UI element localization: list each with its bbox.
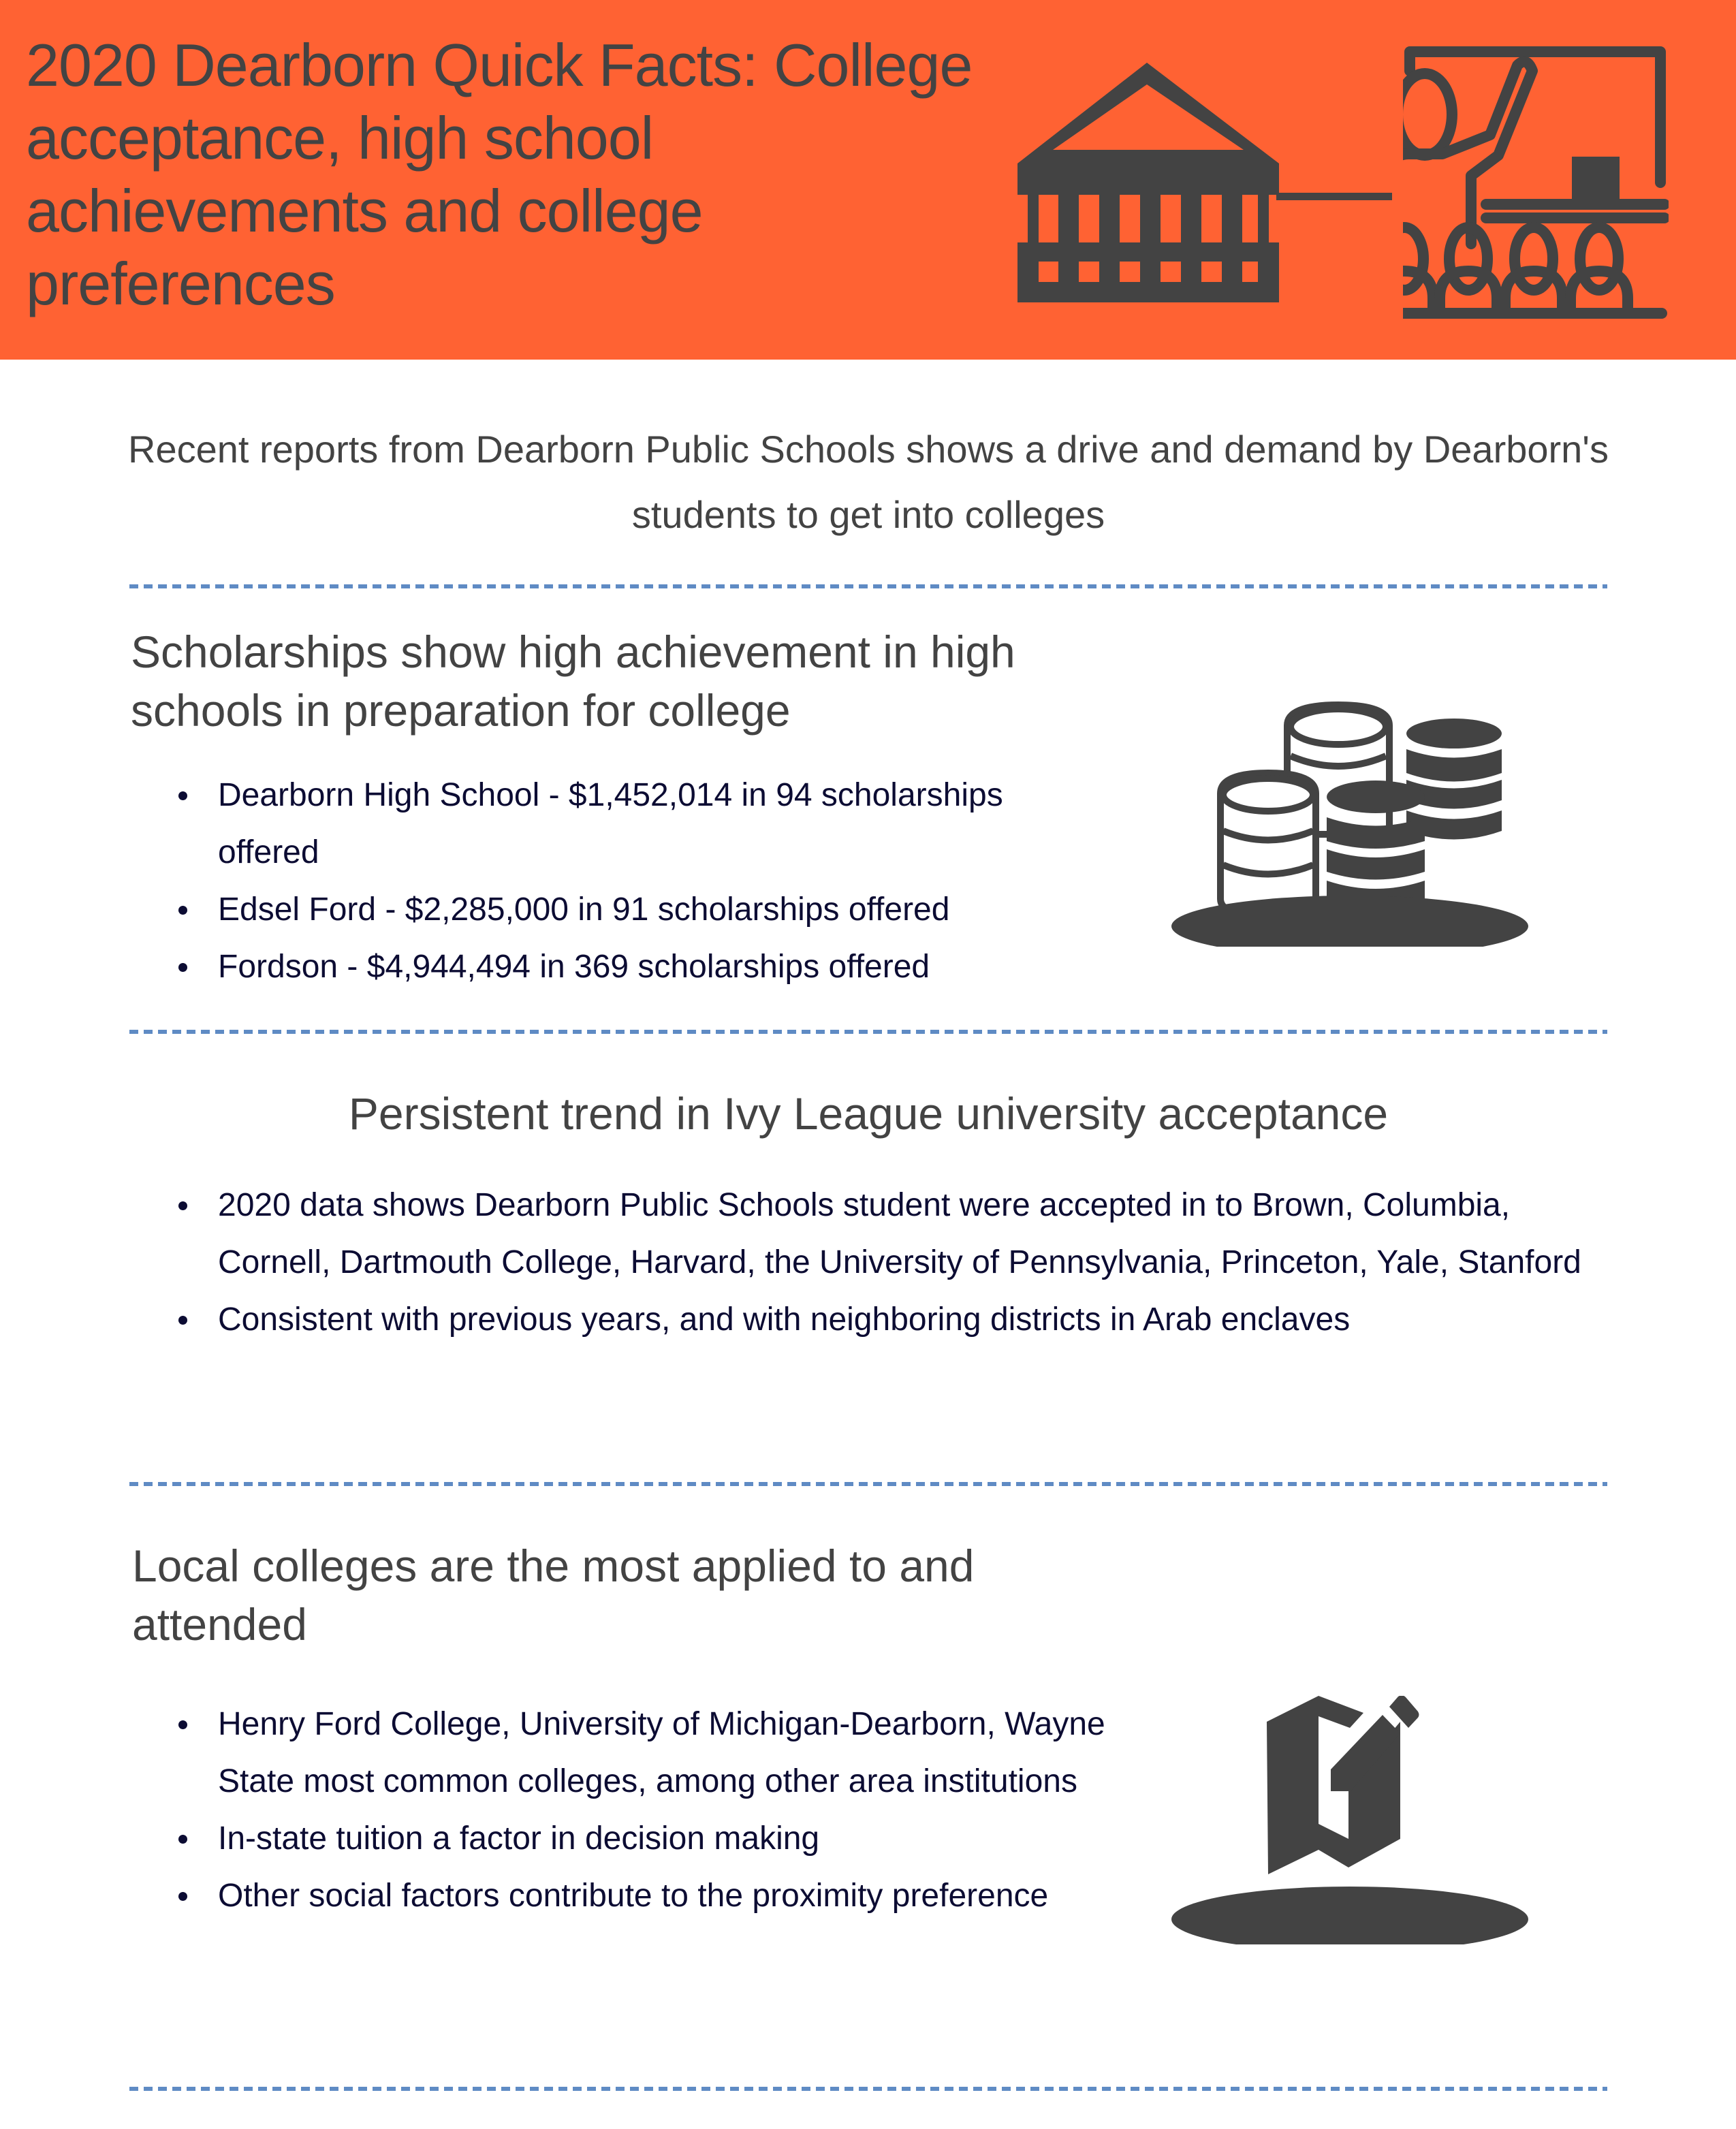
section-divider	[129, 1030, 1607, 1034]
intro-text: Recent reports from Dearborn Public Schools shows a drive and demand by Dearborn's students to get into colleges	[128, 428, 1609, 536]
section-title-local-colleges: Local colleges are the most applied to and attended	[132, 1541, 975, 1650]
map-pencil-icon	[1171, 1696, 1539, 1944]
connector-line	[1276, 193, 1392, 200]
university-building-icon	[1017, 63, 1279, 302]
bullet-icon	[178, 791, 187, 800]
section-divider	[129, 584, 1607, 588]
teacher-classroom-icon	[1403, 46, 1669, 319]
bullet-icon	[178, 906, 187, 915]
bullet-icon	[178, 1316, 187, 1325]
coin-stacks-icon	[1171, 698, 1539, 947]
ivy-league-list	[131, 1177, 1615, 1349]
bullet-icon	[178, 1892, 187, 1901]
list-item: 2020 data shows Dearborn Public Schools student were accepted in to Brown, Columbia, Cornell, Dartmouth College, Harvard, the University of Pennsylvania, Princeton, Yale, Stanford	[131, 1177, 1615, 1291]
list-item: Fordson - $4,944,494 in 369 scholarships offered	[131, 939, 1111, 996]
section-title-ivy-league: Persistent trend in Ivy League university acceptance	[348, 1088, 1389, 1139]
bullet-icon	[178, 1720, 187, 1729]
bullet-icon	[178, 963, 187, 972]
page-title: 2020 Dearborn Quick Facts: College acceptance, high school achievements and college preferences	[26, 31, 973, 317]
section-divider	[129, 2087, 1607, 2091]
scholarships-list	[131, 767, 1111, 996]
list-item: In-state tuition a factor in decision making	[131, 1810, 1111, 1867]
list-item: Edsel Ford - $2,285,000 in 91 scholarships offered	[131, 881, 1111, 939]
bullet-icon	[178, 1835, 187, 1844]
local-colleges-list	[131, 1696, 1111, 1925]
list-item: Henry Ford College, University of Michigan-Dearborn, Wayne State most common colleges, among other area institutions	[131, 1696, 1111, 1810]
list-item: Consistent with previous years, and with neighboring districts in Arab enclaves	[131, 1291, 1615, 1349]
list-item: Dearborn High School - $1,452,014 in 94 scholarships offered	[131, 767, 1111, 881]
section-title-scholarships: Scholarships show high achievement in high schools in preparation for college	[131, 627, 1015, 736]
list-item: Other social factors contribute to the proximity preference	[131, 1867, 1111, 1925]
section-divider	[129, 1482, 1607, 1486]
bullet-icon	[178, 1201, 187, 1210]
header-banner	[0, 0, 1736, 360]
